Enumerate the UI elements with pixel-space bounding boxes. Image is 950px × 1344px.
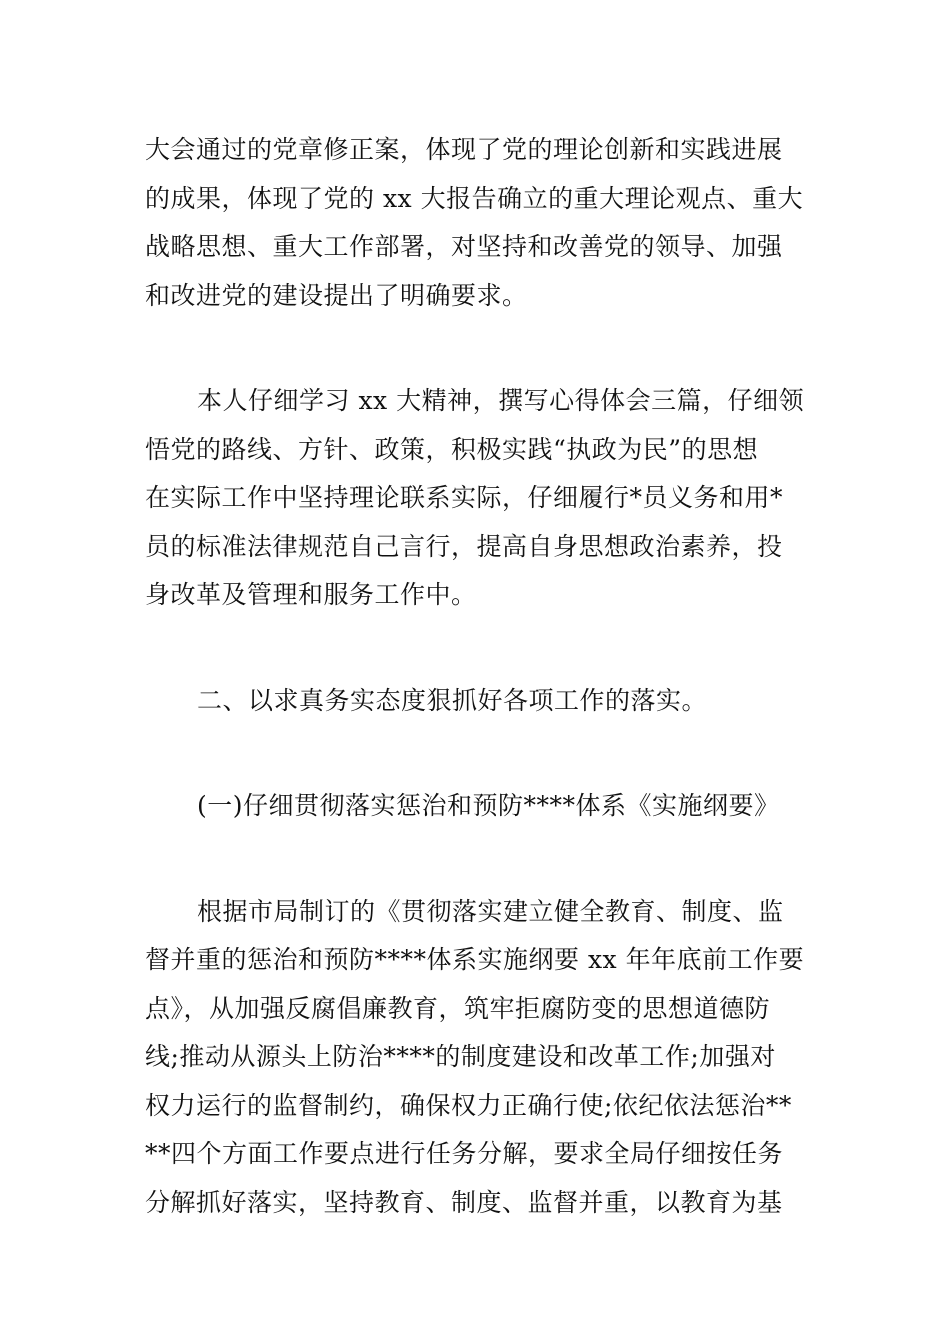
text-line: 的成果，体现了党的 xx 大报告确立的重大理论观点、重大 bbox=[145, 183, 804, 213]
text-line: 督并重的惩治和预防****体系实施纲要 xx 年年底前工作要 bbox=[145, 945, 805, 974]
heading-line: 二、以求真务实态度狠抓好各项工作的落实。 bbox=[197, 685, 708, 715]
paragraph-spacer bbox=[145, 320, 815, 377]
paragraph-spacer bbox=[145, 620, 815, 677]
subsection-heading-one bbox=[145, 782, 815, 831]
text-line: 线;推动从源头上防治****的制度建设和改革工作;加强对 bbox=[145, 1042, 776, 1071]
paragraph-party-constitution bbox=[145, 126, 815, 320]
section-heading-two bbox=[145, 677, 815, 726]
document-page bbox=[145, 126, 815, 1227]
paragraph-implementation bbox=[145, 888, 815, 1228]
text-line: 战略思想、重大工作部署，对坚持和改善党的领导、加强 bbox=[145, 232, 783, 261]
text-line: 权力运行的监督制约，确保权力正确行使;依纪依法惩治** bbox=[145, 1090, 792, 1120]
paragraph-spacer bbox=[145, 831, 815, 888]
paragraph-personal-study bbox=[145, 377, 815, 620]
text-line: 员的标准法律规范自己言行，提高自身思想政治素养，投 bbox=[145, 531, 783, 561]
paragraph-spacer bbox=[145, 725, 815, 782]
text-line: 身改革及管理和服务工作中。 bbox=[145, 580, 477, 609]
heading-line: (一)仔细贯彻落实惩治和预防****体系《实施纲要》 bbox=[197, 791, 780, 820]
text-line: 悟党的路线、方针、政策，积极实践“执政为民”的思想 bbox=[145, 434, 759, 464]
text-line: 分解抓好落实，坚持教育、制度、监督并重，以教育为基 bbox=[145, 1187, 783, 1217]
text-line: 和改进党的建设提出了明确要求。 bbox=[145, 280, 528, 310]
text-line: 根据市局制订的《贯彻落实建立健全教育、制度、监 bbox=[197, 896, 784, 926]
text-line: 点》，从加强反腐倡廉教育，筑牢拒腐防变的思想道德防 bbox=[145, 993, 771, 1023]
text-line: 本人仔细学习 xx 大精神，撰写心得体会三篇，仔细领 bbox=[197, 386, 805, 415]
text-line: 大会通过的党章修正案，体现了党的理论创新和实践进展 bbox=[145, 135, 783, 164]
text-line: 在实际工作中坚持理论联系实际，仔细履行*员义务和用* bbox=[145, 483, 784, 512]
text-line: **四个方面工作要点进行任务分解，要求全局仔细按任务 bbox=[145, 1139, 784, 1168]
